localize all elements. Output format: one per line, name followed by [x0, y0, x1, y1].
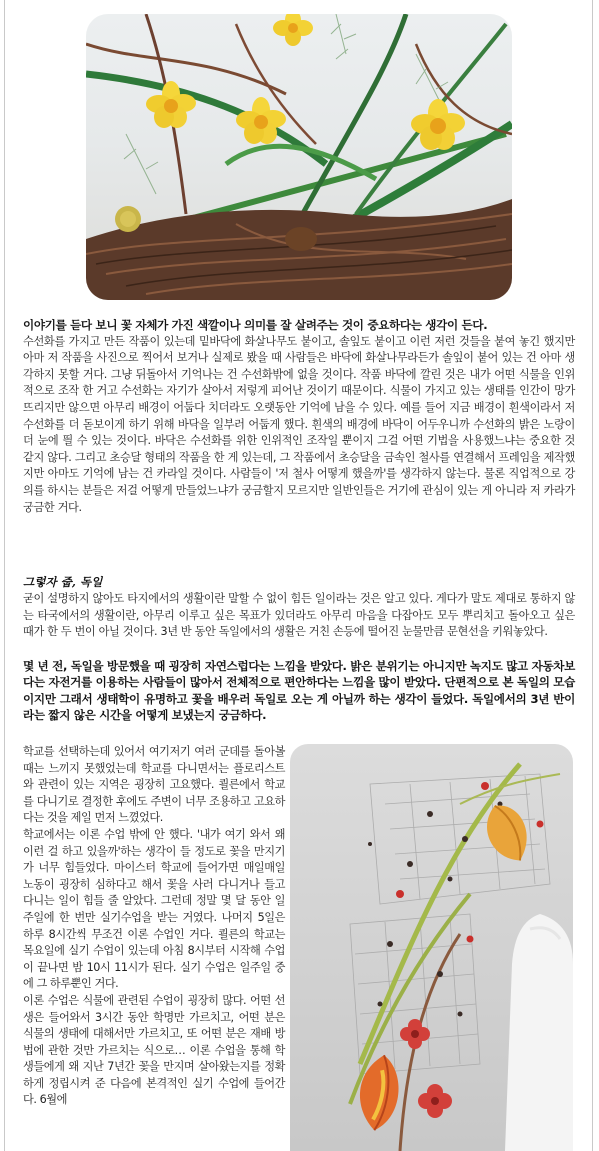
left-paragraph-2: 학교에서는 이론 수업 밖에 안 했다. '내가 여기 와서 왜 이런 걸 하고 있을까'하는 생각이 들 정도로 꽃을 만지기가 너무 힘들었다. 마이스터 학교에 들어가면 매일매일 노동이 굉장히 심하다고 해서 꽃을 사러 다니거나 들고 다니는 일이 힘들 줄 알았다. 그런데 정말 몇 달 동안 일주일에 한 번만 실기수업을 받는 거였다. 나머지 5일은 하루 8시간씩 무조건 이론 수업인 거다. 쾰른의 학교는 목요일에 실기 수업이 있는데 아침 8시부터 시작해 수업이 끝나면 밤 10시 11시가 된다. 실기 수업은 일주일 중에 그 하루뿐인 거다.	[23, 827, 285, 991]
interview-question: 몇 년 전, 독일을 방문했을 때 굉장히 자연스럽다는 느낌을 받았다. 밝은 분위기는 아니지만 녹지도 많고 자동차보다는 자전거를 이용하는 사람들이 많아서 전체적으로 편안하다는 느낌을 많이 받았다. 단편적으로 본 독일의 모습이지만 그래서 생태학이 유명하고 꽃을 배우러 독일로 오는 게 아닐까 하는 생각이 들었다. 독일에서의 3년 반이라는 짧지 않은 시간을 어떻게 보냈는지 궁금하다.	[23, 659, 575, 723]
narcissus-flower-arrangement-photo	[86, 14, 512, 300]
section-intro	[23, 591, 575, 641]
intro-body: 수선화를 가지고 만든 작품이 있는데 밑바닥에 화살나무도 붙이고, 솔잎도 붙이고 이런 저런 것들을 붙여 놓긴 했지만 아마 저 작품을 사진으로 찍어서 보거나 실제로 봤을 때 사람들은 바닥에 화살나무라든가 솔잎이 붙어 있는 건 아마 생각하지 못할 거다. 그냥 뒤돌아서 기억나는 건 수선화밖에 없을 것이다. 작품 바닥에 깔린 것은 내가 어떤 식물을 인위적으로 조작 한 거고 수선화는 자기가 살아서 저렇게 피어난 것이기 때문이다. 식물이 가지고 있는 생태를 인간이 망가뜨리지만 않으면 아무리 배경이 어둡다 치더라도 오랫동안 기억에 남을 수 있다. 예를 들어 지금 배경이 흰색이라서 저 수선화를 더 돋보이게 하기 위해 바닥을 일부러 어둡게 했다. 흰색의 배경에 바닥이 어두우니까 수선화의 밝은 노랑이 더 눈에 띌 수 있는 것이다. 바닥은 수선화를 위한 인위적인 조작일 뿐이지 그걸 어떤 기법을 사용했느냐는 중요한 것 같지 않다. 그리고 초승달 형태의 작품을 한 게 있는데, 그 작품에서 초승달을 금속인 철사를 연결해서 프레임을 제작했지만 아마도 기억에 남는 건 카라일 것이다. 사람들이 '저 철사 어떻게 했을까'를 생각하지 않는다. 물론 직업적으로 강의를 하시는 분들은 저걸 어떻게 만들었느냐가 궁금할지 모르지만 일반인들은 거기에 관심이 있는 게 아니라 저 카라가 궁금한 거다.	[23, 334, 575, 514]
left-paragraph-1: 학교를 선택하는데 있어서 여기저기 여러 군데를 돌아볼 때는 느끼지 못했었는데 학교를 다니면서는 플로리스트와 관련이 있는 지역은 굉장히 고요했다. 쾰른에서 학교를 다니기로 결정한 후에도 주변이 너무 조용하고 고요하다는 것을 제일 먼저 느꼈었다.	[23, 745, 285, 825]
left-paragraph-3: 이론 수업은 식물에 관련된 수업이 굉장히 많다. 어떤 선생은 들어와서 3시간 동안 학명만 가르치고, 어떤 분은 식물의 생태에 대해서만 가르치고, 또 어떤 분은 재배 방법에 관한 것만 가르치는 식으로… 이론 수업을 통해 학생들에게 왜 지난 7년간 꽃을 만지며 살아왔는지를 정확하게 정립시켜 준 다음에 본격적인 실기 수업에 들어간다. 6월에	[23, 993, 285, 1107]
intro-lead: 이야기를 듣다 보니 꽃 자체가 가진 색깔이나 의미를 잘 살려주는 것이 중요하다는 생각이 든다.	[23, 318, 488, 332]
intro-section	[23, 317, 575, 516]
calla-lily-arrangement-photo	[290, 744, 573, 1151]
left-column	[23, 744, 285, 1109]
section-title: 그렇자 줍, 독일	[23, 575, 103, 589]
section-body: 굳이 설명하지 않아도 타지에서의 생활이란 말할 수 없이 힘든 일이라는 것은 알고 있다. 게다가 말도 제대로 통하지 않는 타국에서의 생활이란, 아무리 이루고 싶은 목표가 있더라도 아무리 마음을 다잡아도 모두 뿌리치고 돌아오고 싶은 때가 한 두 번이 아닐 것이다. 3년 반 동안 독일에서의 생활은 거친 손등에 떨어진 눈물만큼 문현선을 키워놓았다.	[23, 592, 575, 639]
